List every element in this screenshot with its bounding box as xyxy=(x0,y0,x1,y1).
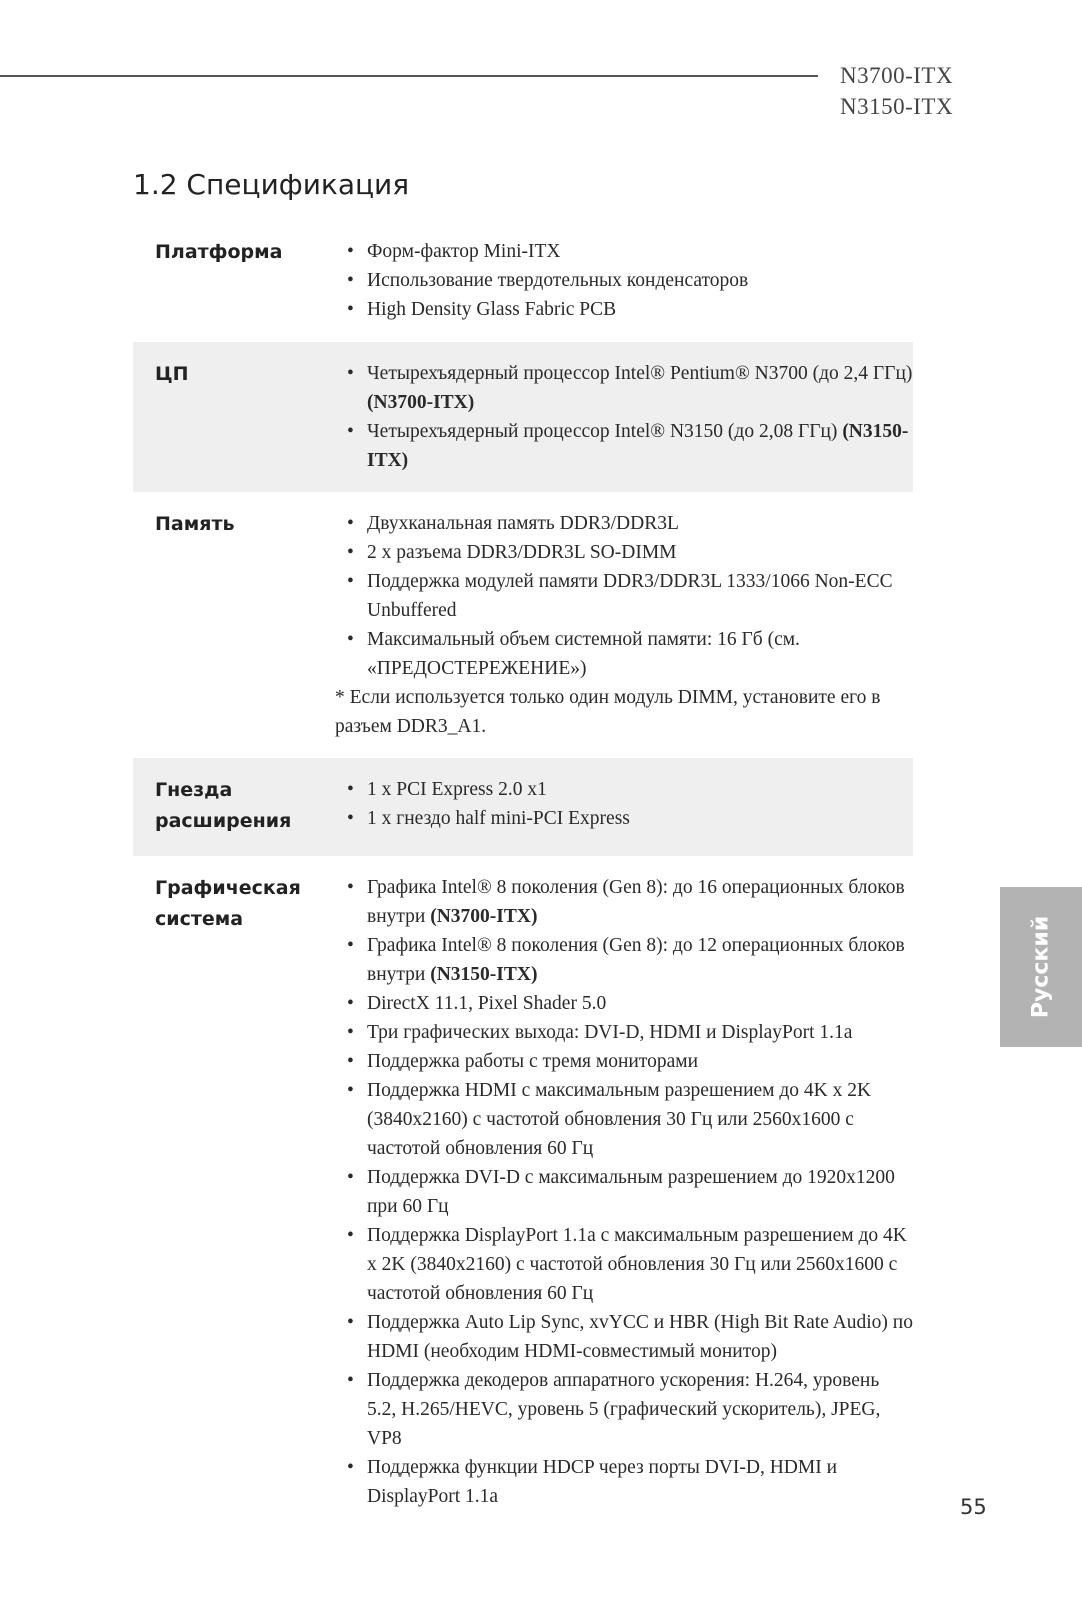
list-item xyxy=(335,417,913,475)
item-text: Графика Intel® 8 поколения (Gen 8): до 16 операционных блоков внутри xyxy=(367,877,905,927)
item-text: Три графических выхода: DVI-D, HDMI и DisplayPort 1.1a xyxy=(367,1022,853,1043)
label-line: Гнезда xyxy=(155,779,233,801)
item-model-tag: (N3150-ITX) xyxy=(367,421,909,471)
spec-body-platform xyxy=(335,237,913,324)
spec-body-cpu xyxy=(335,359,913,475)
item-text: Поддержка декодеров аппаратного ускорения: H.264, уровень 5.2, H.265/HEVC, уровень 5 (графический ускоритель), JPEG, VP8 xyxy=(367,1370,881,1449)
list-item xyxy=(335,1453,913,1511)
header-model-1: N3700-ITX xyxy=(840,63,954,88)
spec-row-graphics xyxy=(133,856,913,1521)
label-line: Графическая xyxy=(155,877,301,899)
list-item xyxy=(335,1163,913,1221)
list-item xyxy=(335,1366,913,1453)
language-tab-label: Русский xyxy=(1028,915,1054,1019)
header-model-list xyxy=(840,60,953,122)
item-model-tag: (N3700-ITX) xyxy=(367,392,475,413)
spec-table xyxy=(133,230,913,1521)
item-text: Поддержка DisplayPort 1.1a с максимальным разрешением до 4K x 2K (3840x2160) с частотой обновления 30 Гц или 2560x1600 с частотой обновления 60 Гц xyxy=(367,1225,907,1304)
item-text: Поддержка работы с тремя мониторами xyxy=(367,1051,699,1072)
list-item: • Использование твердотельных конденсаторов xyxy=(335,266,913,295)
item-text: Поддержка DVI-D с максимальным разрешением до 1920x1200 при 60 Гц xyxy=(367,1167,895,1217)
language-tab xyxy=(1000,887,1082,1047)
list-item xyxy=(335,1047,913,1076)
list-item xyxy=(335,1308,913,1366)
list-item: • Форм-фактор Mini-ITX xyxy=(335,237,913,266)
list-item xyxy=(335,989,913,1018)
item-model-tag: (N3150-ITX) xyxy=(430,964,538,985)
label-line: система xyxy=(155,908,244,930)
list-item xyxy=(335,1018,913,1047)
list-item xyxy=(335,1221,913,1308)
spec-body-expansion xyxy=(335,775,913,837)
spec-row-memory xyxy=(133,492,913,758)
spec-row-cpu xyxy=(133,342,913,492)
list-item xyxy=(335,873,913,931)
list-item xyxy=(335,359,913,417)
section-title: 1.2 Спецификация xyxy=(133,168,410,201)
list-item: • 1 x гнездо half mini-PCI Express xyxy=(335,804,913,833)
header-rule xyxy=(0,75,818,77)
list-item: • 2 x разъема DDR3/DDR3L SO-DIMM xyxy=(335,538,913,567)
header-model-2: N3150-ITX xyxy=(840,94,954,119)
list-item: • 1 x PCI Express 2.0 x1 xyxy=(335,775,913,804)
item-text: Поддержка Auto Lip Sync, xvYCC и HBR (High Bit Rate Audio) по HDMI (необходим HDMI-совместимый монитор) xyxy=(367,1312,913,1362)
memory-note: * Если используется только один модуль DIMM, установите его в разъем DDR3_A1. xyxy=(335,687,881,737)
spec-label-expansion xyxy=(155,775,335,837)
page-number: 55 xyxy=(960,1495,987,1519)
spec-label-graphics xyxy=(155,873,335,1511)
spec-row-expansion xyxy=(133,758,913,856)
list-item: • High Density Glass Fabric PCB xyxy=(335,295,913,324)
list-item xyxy=(335,1076,913,1163)
spec-label-memory: Память xyxy=(155,513,235,535)
spec-row-platform xyxy=(133,230,913,342)
spec-label-cpu: ЦП xyxy=(155,363,189,385)
label-line: расширения xyxy=(155,810,292,832)
spec-body-memory xyxy=(335,509,913,741)
list-item: • Двухканальная память DDR3/DDR3L xyxy=(335,509,913,538)
item-model-tag: (N3700-ITX) xyxy=(430,906,538,927)
item-text: Поддержка HDMI с максимальным разрешением до 4K x 2K (3840x2160) с частотой обновления 30 Гц или 2560x1600 с частотой обновления 60 Гц xyxy=(367,1080,872,1159)
item-text: DirectX 11.1, Pixel Shader 5.0 xyxy=(367,993,607,1014)
list-item: • Поддержка модулей памяти DDR3/DDR3L 1333/1066 Non-ECC Unbuffered xyxy=(335,567,913,625)
spec-label-platform: Платформа xyxy=(155,241,283,263)
item-text: Поддержка функции HDCP через порты DVI-D, HDMI и DisplayPort 1.1a xyxy=(367,1457,838,1507)
item-text: Четырехъядерный процессор Intel® Pentium® N3700 (до 2,4 ГГц) xyxy=(367,363,913,384)
item-text: Четырехъядерный процессор Intel® N3150 (до 2,08 ГГц) xyxy=(367,421,843,442)
list-item xyxy=(335,931,913,989)
list-item: • Максимальный объем системной памяти: 16 Гб (см. «ПРЕДОСТЕРЕЖЕНИЕ») xyxy=(335,625,913,683)
spec-body-graphics xyxy=(335,873,913,1511)
item-text: Графика Intel® 8 поколения (Gen 8): до 12 операционных блоков внутри xyxy=(367,935,905,985)
